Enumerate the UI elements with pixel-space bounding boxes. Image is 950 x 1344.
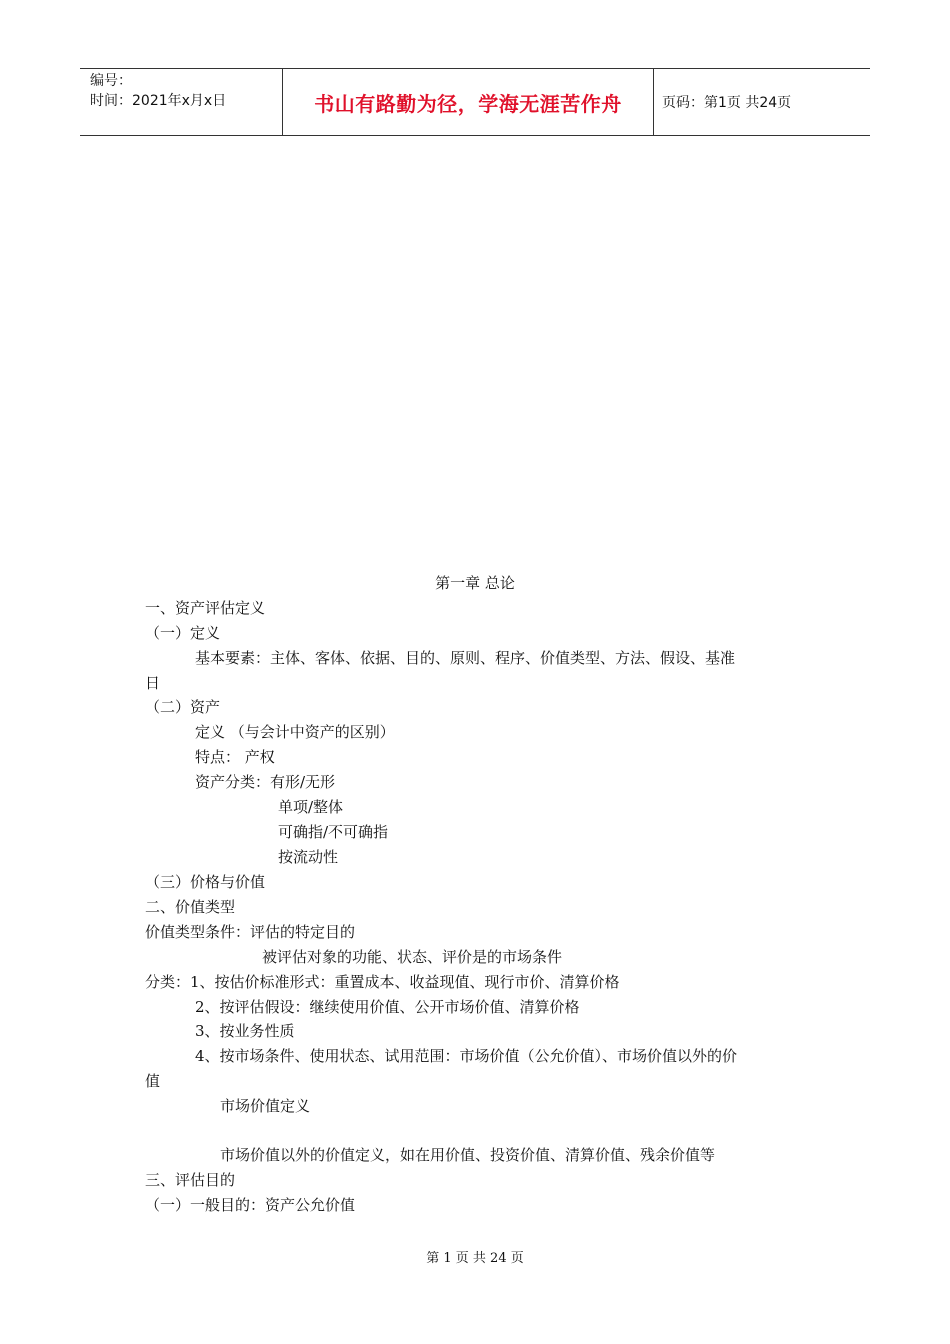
text-line: 价值类型条件：评估的特定目的 <box>145 923 356 941</box>
subsection-heading: （二）资产 <box>145 698 221 716</box>
text-line: 3、按业务性质 <box>195 1022 295 1040</box>
header-page-info: 页码：第1页 共24页 <box>662 95 792 111</box>
header-meta <box>80 69 282 135</box>
document-number-label: 编号： <box>90 73 132 89</box>
subsection-heading: （一）定义 <box>145 624 221 642</box>
document-header <box>80 68 870 136</box>
text-line: 基本要素：主体、客体、依据、目的、原则、程序、价值类型、方法、假设、基准 <box>195 649 736 667</box>
chapter-title: 第一章 总论 <box>435 574 515 592</box>
text-line: 可确指/不可确指 <box>278 823 389 841</box>
text-line: 分类：1、按估价标准形式：重置成本、收益现值、现行市价、清算价格 <box>145 973 620 991</box>
text-line: 值 <box>145 1072 161 1090</box>
header-motto: 书山有路勤为径，学海无涯苦作舟 <box>282 69 654 135</box>
text-line: 定义 （与会计中资产的区别） <box>195 723 395 741</box>
subsection-heading: （一）一般目的：资产公允价值 <box>145 1196 356 1214</box>
text-line: 单项/整体 <box>278 798 344 816</box>
text-line: 按流动性 <box>278 848 339 866</box>
section-heading: 二、价值类型 <box>145 898 236 916</box>
text-line: 资产分类：有形/无形 <box>195 773 336 791</box>
document-date: 时间：2021年x月x日 <box>90 93 227 109</box>
text-line: 特点： 产权 <box>195 748 275 766</box>
text-line: 被评估对象的功能、状态、评价是的市场条件 <box>262 948 563 966</box>
text-line: 4、按市场条件、使用状态、试用范围：市场价值（公允价值）、市场价值以外的价 <box>195 1047 738 1065</box>
text-line: 2、按评估假设：继续使用价值、公开市场价值、清算价格 <box>195 998 580 1016</box>
section-heading: 三、评估目的 <box>145 1171 236 1189</box>
section-heading: 一、资产评估定义 <box>145 599 266 617</box>
text-line: 日 <box>145 674 161 692</box>
text-line: 市场价值定义 <box>220 1097 311 1115</box>
page-footer: 第 1 页 共 24 页 <box>426 1251 524 1266</box>
subsection-heading: （三）价格与价值 <box>145 873 266 891</box>
text-line: 市场价值以外的价值定义，如在用价值、投资价值、清算价值、残余价值等 <box>220 1146 716 1164</box>
